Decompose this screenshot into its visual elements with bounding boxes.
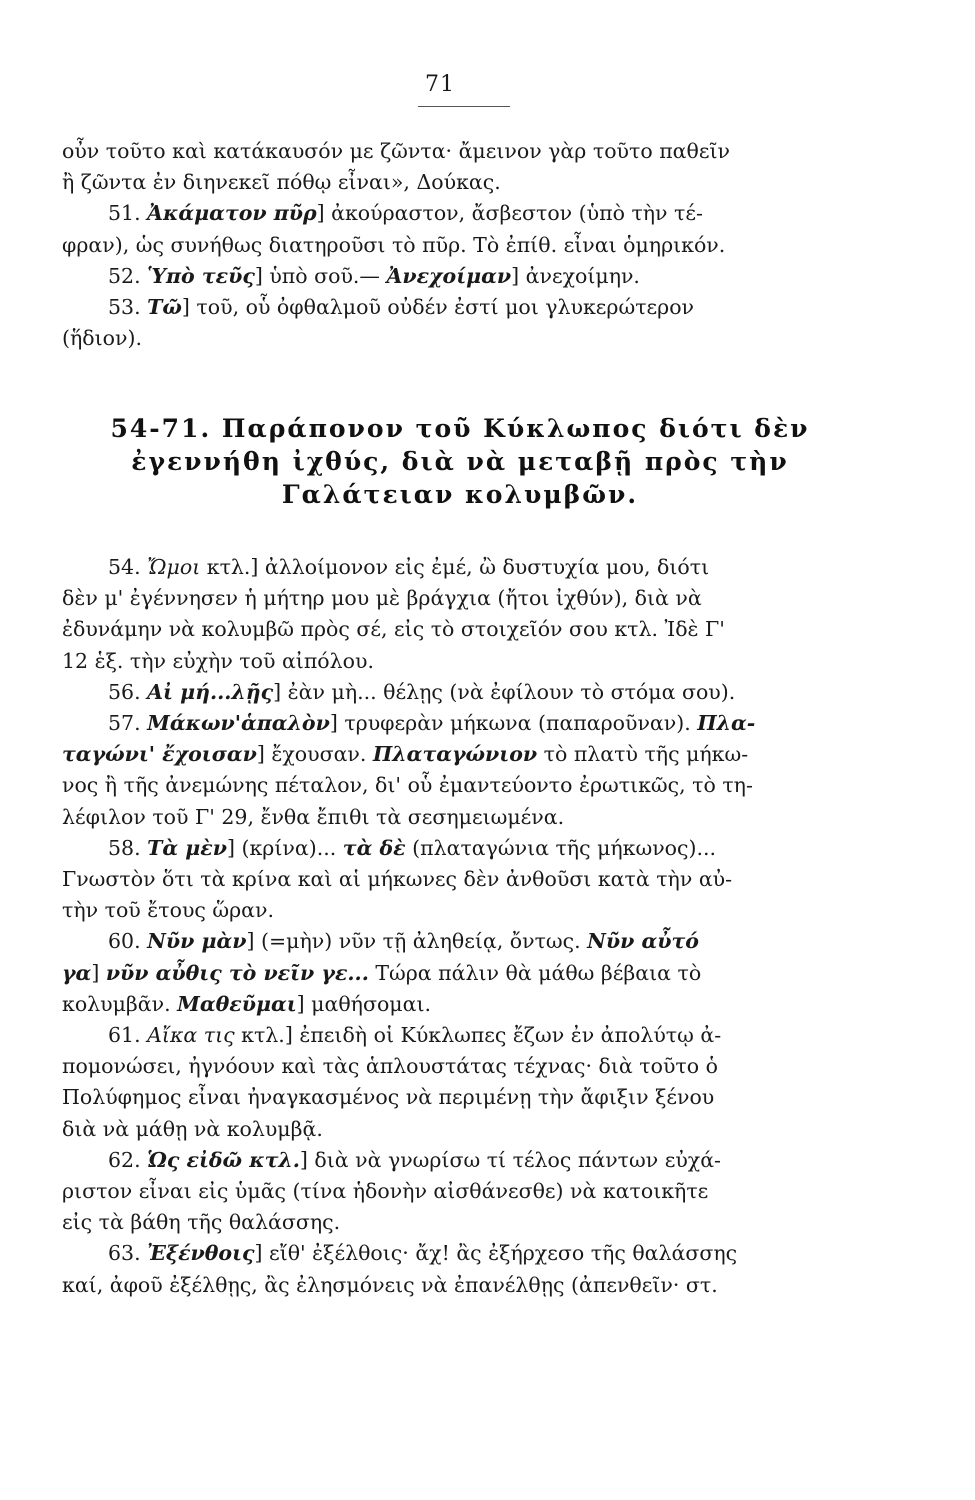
text-line [62,1145,834,1176]
text-run: ] μαθήσομαι. [296,991,432,1016]
text-line [62,739,834,770]
text-line [62,198,834,229]
text-run: διὰ νὰ μάθῃ νὰ κολυμβᾷ. [62,1116,323,1141]
text-line [62,1176,834,1207]
text-line [62,708,834,739]
text-run: πομονώσει, ἠγνόουν καὶ τὰς ἁπλουστάτας τέχνας· διὰ τοῦτο ὁ [62,1054,718,1079]
text-run: κτλ.] ἐπειδὴ οἱ Κύκλωπες ἔζων ἐν ἀπολύτῳ ἀ- [234,1023,722,1048]
lemma: Μάκων'ἁπαλὸν [147,711,330,736]
text-run: νος ἢ τῆς ἀνεμώνης πέταλον, δι' οὗ ἐμαντεύοντο ἐρωτικῶς, τὸ τη- [62,773,753,798]
text-line [62,895,834,926]
text-run: κτλ.] ἀλλοίμονον εἰς ἐμέ, ὢ δυστυχία μου, διότι [200,555,710,579]
text-run: ἢ ζῶντα ἐν διηνεκεῖ πόθῳ εἶναι», Δούκας. [62,170,501,195]
text-run: 60. [108,929,148,954]
text-line [62,646,834,677]
heading-line: 54-71. Παράπονον τοῦ Κύκλωπος διότι δὲν [110,414,810,443]
lemma: νῦν αὖθις τὸ νεῖν γε... [105,960,369,985]
text-run: ] (κρίνα)... [226,835,343,860]
text-run: 52. [108,263,148,288]
text-run: ἐδυνάμην νὰ κολυμβῶ πρὸς σέ, εἰς τὸ στοιχεῖόν σου κτλ. Ἰδὲ Γ' [62,617,725,642]
text-run: ] ἐὰν μὴ... θέλῃς (νὰ ἐφίλουν τὸ στόμα σου). [273,679,736,704]
text-line [62,136,834,167]
text-line [62,1270,834,1301]
text-run: 58. [108,835,148,860]
text-line [62,1082,834,1113]
text-run: ] τοῦ, οὗ ὀφθαλμοῦ οὐδέν ἐστί μοι γλυκερώτερον [181,295,695,320]
text-line [62,583,834,614]
text-line [62,958,834,989]
lemma: γα [62,960,92,985]
text-line [62,167,834,198]
text-line [62,1114,834,1145]
section-heading [80,412,840,511]
text-run: τὸ πλατὺ τῆς μήκω- [537,742,749,767]
text-run: Τώρα πάλιν θὰ μάθω βέβαια τὸ [368,960,702,985]
text-run: καί, ἀφοῦ ἐξέλθῃς, ἂς ἐλησμόνεις νὰ ἐπανέλθῃς (ἀπενθεῖν· στ. [62,1272,718,1297]
text-run: 51. [108,201,148,226]
text-run: κολυμβᾶν. [62,991,178,1016]
text-run: 12 ἑξ. τὴν εὐχὴν τοῦ αἰπόλου. [62,648,374,673]
lemma: Ἀνεχοίμαν [386,263,512,288]
text-line [62,1051,834,1082]
text-line [62,926,834,957]
commentary-block-top [62,136,834,354]
text-run: τὴν τοῦ ἔτους ὥραν. [62,898,274,923]
text-run: ] εἴθ' ἐξέλθοις· ἄχ! ἂς ἐξήρχεσο τῆς θαλάσσης [254,1241,738,1266]
text-run: 63. [108,1241,148,1266]
text-line [62,989,834,1020]
lemma: Τὰ μὲν [147,835,227,860]
text-run: Πολύφημος εἶναι ἠναγκασμένος νὰ περιμένῃ τὴν ἄφιξιν ξένου [62,1085,715,1110]
page-number: 71 [425,72,455,97]
lemma: Αἰ μή...λῇς [147,679,274,704]
text-run: ] διὰ νὰ γνωρίσω τί τέλος πάντων εὐχά- [299,1147,721,1172]
text-line [62,323,834,354]
lemma: Τῶ [147,295,182,320]
text-run: ] (=μὴν) νῦν τῇ ἀληθείᾳ, ὄντως. [246,929,588,954]
text-run: 61. [108,1023,148,1048]
text-run: ] [91,960,106,985]
lemma: Ὑπὸ τεῦς [147,263,255,288]
text-run: ] ὑπὸ σοῦ.— [254,263,387,288]
lemma: Ὤμοι [147,555,201,579]
text-run: Γνωστὸν ὅτι τὰ κρίνα καὶ αἱ μήκωνες δὲν ἀνθοῦσι κατὰ τὴν αὐ- [62,867,733,892]
lemma: Ἐξένθοις [147,1241,255,1266]
text-run: ριστον εἶναι εἰς ὑμᾶς (τίνα ἡδονὴν αἰσθάνεσθε) νὰ κατοικῆτε [62,1179,709,1204]
lemma: Αἴκα τις [147,1023,235,1048]
text-line [62,614,834,645]
text-run: (πλαταγώνια τῆς μήκωνος)... [405,835,717,860]
text-line [62,552,834,583]
text-line [62,864,834,895]
text-line [62,1238,834,1269]
text-run: οὖν τοῦτο καὶ κατάκαυσόν με ζῶντα· ἄμεινον γὰρ τοῦτο παθεῖν [62,139,730,163]
heading-line: Γαλάτειαν κολυμβῶν. [281,480,639,509]
lemma: Πλα- [697,711,756,736]
text-line [62,1207,834,1238]
lemma: Μαθεῦμαι [177,991,297,1016]
text-run: 56. [108,679,148,704]
text-run: 53. [108,295,148,320]
lemma: Νῦν αὖτό [587,929,699,954]
text-run: ] ἀνεχοίμην. [511,263,640,288]
text-run: (ἥδιον). [62,326,142,351]
text-line [62,292,834,323]
lemma: Ὡς εἰδῶ κτλ. [147,1147,300,1172]
text-line [62,770,834,801]
page-number-rule [418,106,510,107]
lemma: Νῦν μὰν [147,929,247,954]
text-line [62,230,834,261]
text-line [62,261,834,292]
text-run: 57. [108,711,148,736]
text-run: ] ἔχουσαν. [256,742,373,767]
text-line [62,802,834,833]
text-run: εἰς τὰ βάθη τῆς θαλάσσης. [62,1210,341,1235]
lemma: ταγώνι' ἔχοισαν [62,742,257,767]
text-run: ] τρυφερὰν μήκωνα (παπαροῦναν). [329,711,698,736]
lemma: Πλαταγώνιον [372,742,538,767]
lemma: Ἀκάματον πῦρ [147,201,317,226]
text-line [62,833,834,864]
text-line [62,677,834,708]
text-run: ] ἀκούραστον, ἄσβεστον (ὑπὸ τὴν τέ- [316,201,703,226]
heading-line: ἐγεννήθη ἰχθύς, διὰ νὰ μεταβῇ πρὸς τὴν [131,447,789,476]
text-run: φραν), ὡς συνήθως διατηροῦσι τὸ πῦρ. Τὸ ἐπίθ. εἶναι ὁμηρικόν. [62,232,726,257]
commentary-block-bottom [62,552,834,1301]
text-run: 62. [108,1147,148,1172]
text-line [62,1020,834,1051]
text-run: 54. [108,555,148,579]
lemma: τὰ δὲ [342,835,406,860]
text-run: δὲν μ' ἐγέννησεν ἡ μήτηρ μου μὲ βράγχια (ἤτοι ἰχθύν), διὰ νὰ [62,586,702,611]
text-run: λέφιλον τοῦ Γ' 29, ἔνθα ἔπιθι τὰ σεσημειωμένα. [62,804,565,829]
